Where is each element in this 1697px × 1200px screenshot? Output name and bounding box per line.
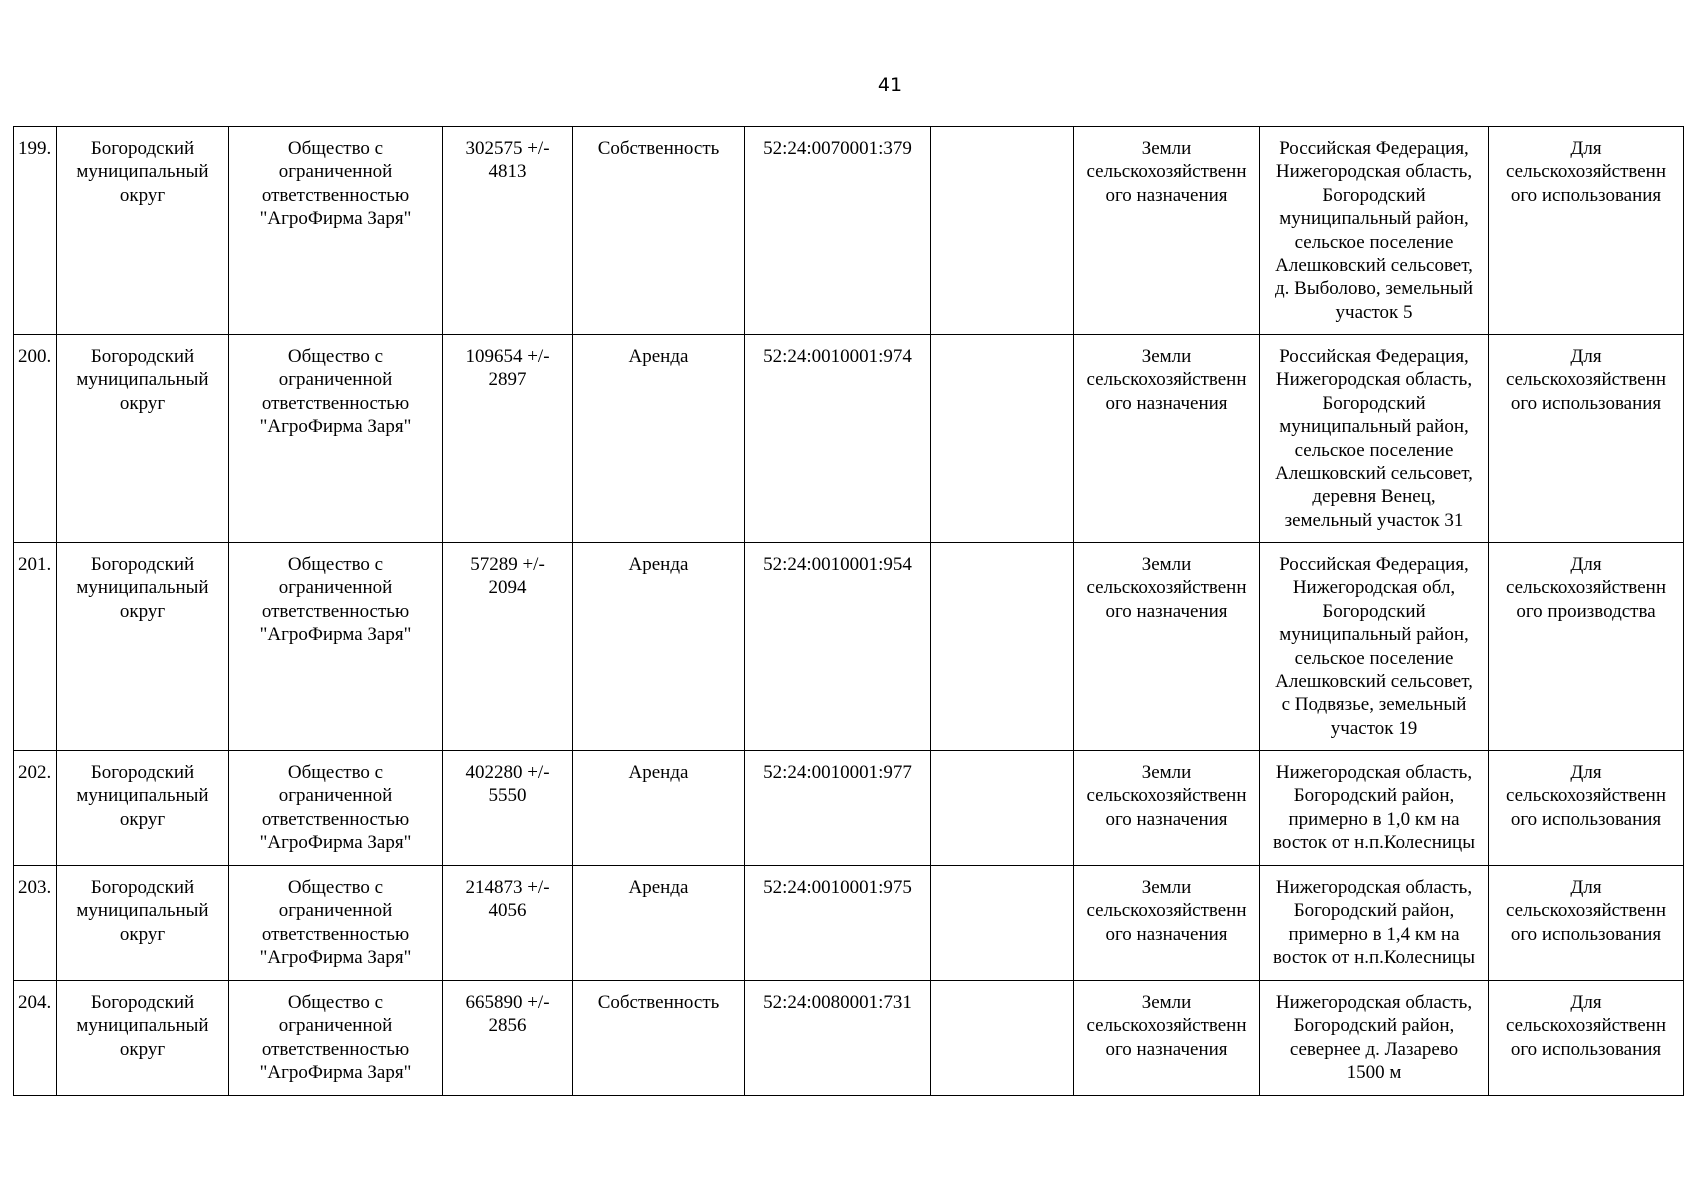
row-number-cell [14, 127, 57, 335]
district-cell [57, 335, 229, 543]
area: 109654 +/- 2897 [465, 346, 550, 391]
address-cell [1260, 543, 1489, 751]
cadastral-number: 52:24:0010001:974 [763, 346, 912, 367]
area-cell [443, 981, 573, 1096]
cadastral-number-cell [745, 866, 931, 981]
table-row [14, 866, 1684, 981]
owner-cell [229, 751, 443, 866]
right-type-cell [573, 866, 745, 981]
owner-cell [229, 866, 443, 981]
owner: Общество с ограниченной ответственностью "АгроФирма Заря" [259, 138, 412, 230]
land-category-cell [1074, 981, 1260, 1096]
empty-cell [931, 866, 1074, 981]
address-cell [1260, 866, 1489, 981]
district-cell [57, 543, 229, 751]
cadastral-number-cell [745, 981, 931, 1096]
row-number-cell [14, 335, 57, 543]
district: Богородский муниципальный округ [76, 992, 209, 1060]
right-type: Аренда [628, 346, 689, 367]
address-cell [1260, 335, 1489, 543]
cadastral-number: 52:24:0070001:379 [763, 138, 912, 159]
district: Богородский муниципальный округ [76, 138, 209, 206]
address: Нижегородская область, Богородский район, примерно в 1,4 км на восток от н.п.Колесницы [1273, 877, 1475, 969]
land-category-cell [1074, 127, 1260, 335]
district-cell [57, 981, 229, 1096]
cadastral-number-cell [745, 751, 931, 866]
empty-cell [931, 127, 1074, 335]
cadastral-number: 52:24:0010001:977 [763, 762, 912, 783]
address-cell [1260, 751, 1489, 866]
owner-cell [229, 127, 443, 335]
table-row [14, 981, 1684, 1096]
right-type: Собственность [597, 992, 720, 1013]
right-type: Собственность [597, 138, 720, 159]
land-registry-table [13, 126, 1684, 1096]
right-type-cell [573, 543, 745, 751]
right-type: Аренда [628, 554, 689, 575]
permitted-use: Для сельскохозяйственн ого использования [1505, 346, 1667, 414]
cadastral-number: 52:24:0010001:975 [763, 877, 912, 898]
land-category: Земли сельскохозяйственн ого назначения [1086, 346, 1247, 414]
land-category: Земли сельскохозяйственн ого назначения [1086, 554, 1247, 622]
land-category: Земли сельскохозяйственн ого назначения [1086, 762, 1247, 830]
row-number: 203. [18, 877, 52, 898]
area-cell [443, 335, 573, 543]
land-category: Земли сельскохозяйственн ого назначения [1086, 138, 1247, 206]
district-cell [57, 866, 229, 981]
area: 402280 +/- 5550 [465, 762, 550, 807]
district: Богородский муниципальный округ [76, 762, 209, 830]
row-number: 202. [18, 762, 52, 783]
owner: Общество с ограниченной ответственностью "АгроФирма Заря" [259, 762, 412, 854]
row-number: 201. [18, 554, 52, 575]
cadastral-number-cell [745, 335, 931, 543]
row-number: 199. [18, 138, 52, 159]
district: Богородский муниципальный округ [76, 554, 209, 622]
right-type-cell [573, 981, 745, 1096]
permitted-use-cell [1489, 866, 1684, 981]
address: Российская Федерация, Нижегородская обл, Богородский муниципальный район, сельское поселение Алешковский сельсовет, с Подвязье, земельный участок 19 [1275, 554, 1473, 739]
owner: Общество с ограниченной ответственностью "АгроФирма Заря" [259, 877, 412, 969]
permitted-use: Для сельскохозяйственн ого производства [1505, 554, 1667, 622]
area: 302575 +/- 4813 [465, 138, 550, 183]
area: 57289 +/- 2094 [470, 554, 545, 599]
permitted-use: Для сельскохозяйственн ого использования [1505, 762, 1667, 830]
empty-cell [931, 981, 1074, 1096]
address-cell [1260, 127, 1489, 335]
row-number-cell [14, 543, 57, 751]
right-type: Аренда [628, 877, 689, 898]
row-number-cell [14, 981, 57, 1096]
table-row [14, 751, 1684, 866]
owner: Общество с ограниченной ответственностью "АгроФирма Заря" [259, 992, 412, 1084]
owner-cell [229, 335, 443, 543]
land-category-cell [1074, 866, 1260, 981]
permitted-use: Для сельскохозяйственн ого использования [1505, 992, 1667, 1060]
address: Российская Федерация, Нижегородская область, Богородский муниципальный район, сельское поселение Алешковский сельсовет, д. Выболово, земельный участок 5 [1275, 138, 1473, 323]
area: 214873 +/- 4056 [465, 877, 550, 922]
permitted-use-cell [1489, 751, 1684, 866]
land-category: Земли сельскохозяйственн ого назначения [1086, 877, 1247, 945]
owner: Общество с ограниченной ответственностью "АгроФирма Заря" [259, 346, 412, 438]
owner-cell [229, 543, 443, 751]
district-cell [57, 751, 229, 866]
district-cell [57, 127, 229, 335]
district: Богородский муниципальный округ [76, 877, 209, 945]
address: Нижегородская область, Богородский район, примерно в 1,0 км на восток от н.п.Колесницы [1273, 762, 1475, 854]
owner-cell [229, 981, 443, 1096]
area-cell [443, 127, 573, 335]
table-row [14, 543, 1684, 751]
right-type-cell [573, 335, 745, 543]
address: Российская Федерация, Нижегородская область, Богородский муниципальный район, сельское поселение Алешковский сельсовет, деревня Венец, земельный участок 31 [1275, 346, 1473, 531]
table-row [14, 335, 1684, 543]
empty-cell [931, 543, 1074, 751]
cadastral-number: 52:24:0080001:731 [763, 992, 912, 1013]
address-cell [1260, 981, 1489, 1096]
land-category-cell [1074, 751, 1260, 866]
area-cell [443, 751, 573, 866]
row-number-cell [14, 751, 57, 866]
area-cell [443, 543, 573, 751]
row-number: 200. [18, 346, 52, 367]
owner: Общество с ограниченной ответственностью "АгроФирма Заря" [259, 554, 412, 646]
permitted-use-cell [1489, 335, 1684, 543]
district: Богородский муниципальный округ [76, 346, 209, 414]
permitted-use-cell [1489, 543, 1684, 751]
right-type-cell [573, 127, 745, 335]
table-row [14, 127, 1684, 335]
permitted-use-cell [1489, 981, 1684, 1096]
land-category-cell [1074, 335, 1260, 543]
page-number: 41 [877, 74, 903, 96]
right-type-cell [573, 751, 745, 866]
area-cell [443, 866, 573, 981]
row-number: 204. [18, 992, 52, 1013]
cadastral-number-cell [745, 543, 931, 751]
cadastral-number: 52:24:0010001:954 [763, 554, 912, 575]
land-category-cell [1074, 543, 1260, 751]
land-category: Земли сельскохозяйственн ого назначения [1086, 992, 1247, 1060]
permitted-use-cell [1489, 127, 1684, 335]
cadastral-number-cell [745, 127, 931, 335]
right-type: Аренда [628, 762, 689, 783]
area: 665890 +/- 2856 [465, 992, 550, 1037]
permitted-use: Для сельскохозяйственн ого использования [1505, 138, 1667, 206]
empty-cell [931, 335, 1074, 543]
empty-cell [931, 751, 1074, 866]
row-number-cell [14, 866, 57, 981]
permitted-use: Для сельскохозяйственн ого использования [1505, 877, 1667, 945]
address: Нижегородская область, Богородский район, севернее д. Лазарево 1500 м [1275, 992, 1473, 1084]
